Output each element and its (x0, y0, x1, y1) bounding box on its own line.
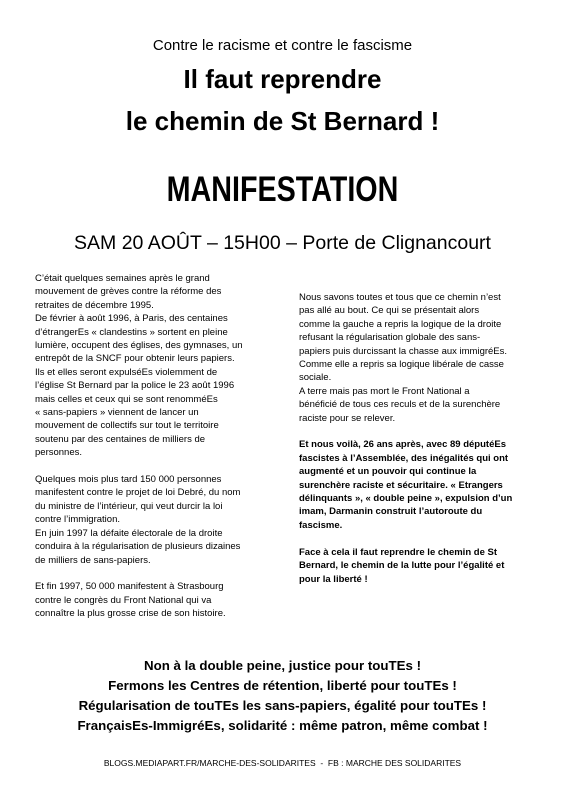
text-line: surenchère raciste et sécuritaire. « Etrangers (299, 479, 503, 491)
text-line: Bernard, le chemin de la lutte pour l’égalité et (299, 560, 505, 572)
text-line: manifestent contre le projet de loi Debré, du nom (35, 487, 241, 499)
text-line: de milliers de sans-papiers. (35, 554, 151, 566)
headline-line-1: Il faut reprendre (183, 64, 382, 94)
right-paragraph-2 (299, 385, 539, 425)
slogan-line: Non à la double peine, justice pour touTEs ! (143, 658, 422, 673)
text-line: De février à août 1996, à Paris, des centaines (35, 313, 228, 325)
right-paragraph-4 (299, 546, 539, 586)
slogan-line: Fermons les Centres de rétention, liberté pour touTEs ! (108, 678, 457, 693)
text-line: entrepôt de la SNCF pour obtenir leurs papiers. (35, 353, 235, 365)
text-line: mouvement de grèves contre la réforme des (35, 286, 222, 298)
footer-links: BLOGS.MEDIAPART.FR/MARCHE-DES-SOLIDARITES - FB : MARCHE DES SOLIDARITES (103, 758, 462, 768)
text-line: A terre mais pas mort le Front National a (299, 385, 470, 397)
left-column (35, 272, 290, 621)
right-column (299, 291, 539, 586)
paragraph-gap (299, 425, 539, 438)
text-line: augmenté et un pouvoir qui continue la (299, 466, 477, 478)
text-line: Ils et elles seront expulséEs violemment de (35, 366, 218, 378)
text-line: imam, Darmanin construit l’autoroute du (299, 506, 483, 518)
text-line: connaître la plus grosse crise de son histoire. (35, 608, 226, 620)
text-line: En juin 1997 la défaite électorale de la droite (35, 527, 223, 539)
slogan-line: Régularisation de touTEs les sans-papiers, égalité pour touTEs ! (78, 698, 487, 713)
text-line: délinquants », « double peine », expulsion d’un (299, 493, 513, 505)
text-line: du ministre de l’intérieur, qui veut durcir la loi (35, 500, 223, 512)
slogan-line: FrançaisEs-ImmigréEs, solidarité : même patron, même combat ! (77, 718, 488, 733)
headline-line-2: le chemin de St Bernard ! (125, 106, 440, 136)
right-paragraph-3 (299, 438, 539, 532)
text-line: C’était quelques semaines après le grand (35, 273, 210, 284)
text-line: Quelques mois plus tard 150 000 personnes (35, 474, 222, 486)
text-line: lumière, occupent des églises, des gymnases, un (35, 340, 243, 352)
text-line: pour la liberté ! (299, 573, 368, 585)
text-line: Comme elle a repris sa logique libérale de casse (299, 359, 504, 371)
left-paragraph-4 (35, 527, 290, 567)
right-paragraph-1 (299, 291, 539, 385)
left-paragraph-1 (35, 272, 290, 312)
slogans-block (0, 656, 565, 736)
paragraph-gap (299, 532, 539, 545)
text-line: mouvement de collectifs sur tout le territoire (35, 420, 219, 432)
text-line: Et nous voilà, 26 ans après, avec 89 députéEs (299, 439, 506, 451)
event-dateline: SAM 20 AOÛT – 15H00 – Porte de Clignancourt (74, 232, 491, 254)
kicker-line: Contre le racisme et contre le fascisme (152, 37, 413, 54)
text-line: Face à cela il faut reprendre le chemin de St (299, 546, 497, 558)
manifestation-banner: MANIFESTATION (166, 170, 399, 209)
text-line: personnes. (35, 447, 83, 459)
paragraph-gap (35, 460, 290, 473)
text-line: retraites de décembre 1995. (35, 299, 154, 311)
left-paragraph-2 (35, 312, 290, 459)
left-paragraph-5 (35, 580, 290, 620)
text-line: contre l’immigration. (35, 514, 120, 526)
left-paragraph-3 (35, 473, 290, 527)
text-line: Et fin 1997, 50 000 manifestent à Strasbourg (35, 581, 224, 593)
text-line: « sans-papiers » viennent de lancer un (35, 407, 199, 419)
text-line: raciste pour se relever. (299, 412, 396, 424)
paragraph-gap (35, 567, 290, 580)
text-line: pas allé au bout. Ce qui se présentait alors (299, 305, 480, 317)
text-line: refusant la régularisation globale des sans- (299, 332, 481, 344)
text-line: Nous savons toutes et tous que ce chemin n’est (299, 292, 501, 303)
text-line: d’étrangerEs « clandestins » sortent en pleine (35, 326, 228, 338)
text-line: fascistes à l’Assemblée, des inégalités qui ont (299, 452, 509, 464)
text-line: comme la gauche a repris la logique de la droite (299, 318, 502, 330)
text-line: papiers puis durcissant la chasse aux immigréEs. (299, 345, 508, 357)
text-line: fascisme. (299, 519, 343, 531)
text-line: mais celles et ceux qui se sont renomméEs (35, 393, 218, 405)
text-line: soutenu par des centaines de milliers de (35, 433, 206, 445)
text-line: l’église St Bernard par la police le 23 août 1996 (35, 380, 235, 392)
text-line: contre le congrès du Front National qui va (35, 594, 212, 606)
text-line: bénéficié de tous ces reculs et de la surenchère (299, 399, 501, 411)
text-line: conduira à la régularisation de plusieurs dizaines (35, 541, 241, 553)
text-line: sociale. (299, 372, 332, 384)
